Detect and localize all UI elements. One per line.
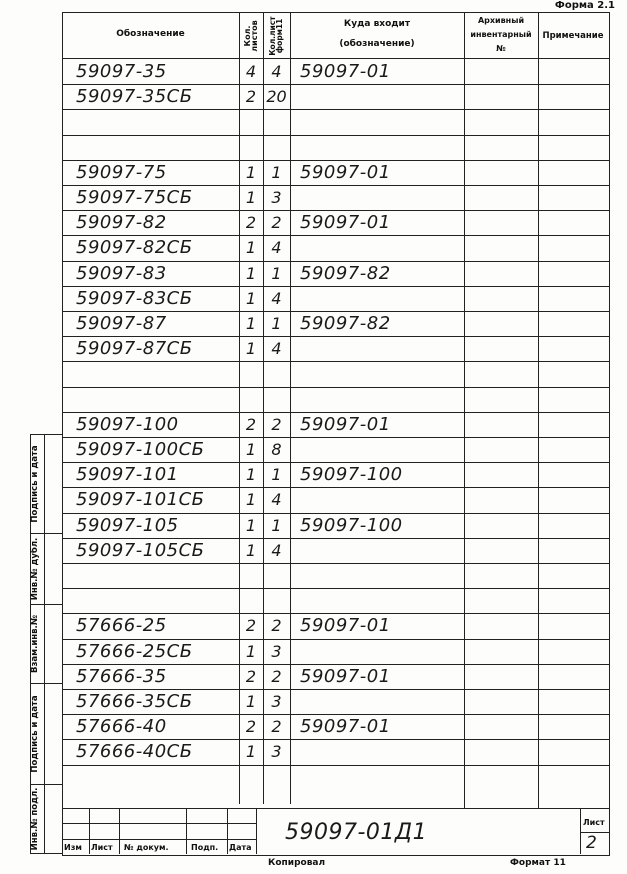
stamp-sheet-number: 2	[586, 833, 598, 853]
cell-sheet-count: 1	[245, 162, 257, 182]
cell-form-count: 2	[271, 414, 282, 434]
cell-form-count: 4	[271, 339, 282, 359]
row-line	[62, 739, 609, 740]
stamp-list: Лист	[91, 843, 113, 852]
row-line	[62, 387, 609, 388]
cell-form-count: 1	[271, 465, 282, 485]
stamp-col	[186, 808, 187, 854]
header-archive-3: №	[496, 44, 506, 53]
row-line	[62, 336, 609, 337]
cell-sheet-count: 4	[245, 62, 257, 81]
row-line	[62, 210, 609, 211]
cell-form-count: 1	[271, 314, 282, 333]
cell-designation: 59097-35	[76, 61, 167, 82]
stamp-doc-no: № докум.	[124, 843, 169, 852]
row-line	[62, 185, 609, 186]
row-line	[62, 412, 609, 413]
cell-designation: 59097-105СБ	[76, 539, 205, 561]
cell-sheet-count: 2	[245, 616, 257, 636]
row-line	[62, 84, 609, 85]
cell-where-used: 59097-01	[300, 665, 391, 687]
cell-form-count: 3	[271, 641, 282, 661]
cell-form-count: 3	[271, 188, 282, 207]
side-line	[44, 434, 45, 854]
cell-designation: 57666-35	[76, 665, 167, 687]
cell-form-count: 1	[271, 263, 282, 283]
cell-form-count: 4	[271, 540, 282, 560]
stamp-designation: 59097-01Д1	[285, 820, 428, 845]
cell-where-used: 59097-100	[300, 464, 403, 486]
row-line	[62, 513, 609, 514]
cell-form-count: 1	[271, 162, 282, 182]
cell-sheet-count: 2	[245, 87, 257, 107]
form-number: Форма 2.1	[554, 0, 615, 11]
cell-designation: 59097-82	[76, 212, 167, 234]
cell-form-count: 8	[271, 440, 282, 459]
cell-sheet-count: 2	[245, 213, 257, 233]
row-line	[62, 487, 609, 488]
stamp-sign: Подп.	[191, 843, 219, 852]
cell-form-count: 1	[271, 515, 282, 535]
row-line	[62, 588, 609, 589]
cell-form-count: 2	[271, 616, 282, 636]
header-sheets-count: Кол. листов	[243, 20, 259, 52]
cell-designation: 59097-101СБ	[76, 489, 205, 511]
stamp-col	[119, 808, 120, 854]
row-line	[62, 160, 609, 161]
cell-where-used: 59097-01	[300, 413, 391, 435]
cell-designation: 57666-40СБ	[76, 741, 193, 763]
cell-sheet-count: 1	[245, 440, 257, 459]
cell-sheet-count: 1	[245, 490, 257, 510]
cell-sheet-count: 1	[245, 641, 257, 661]
side-label-inv-original: Инв.№ подл.	[30, 787, 40, 851]
cell-designation: 59097-87СБ	[76, 338, 193, 360]
cell-where-used: 59097-01	[300, 716, 391, 738]
stamp-col	[227, 808, 228, 854]
cell-designation: 59097-83	[76, 262, 167, 284]
footer-format: Формат 11	[510, 858, 566, 868]
header-sheets-f11: Кол.лист форм11	[268, 16, 284, 56]
row-line	[62, 765, 609, 766]
header-where-used: Куда входит	[343, 19, 411, 29]
cell-where-used: 59097-01	[300, 161, 391, 183]
row-line	[62, 286, 609, 287]
cell-sheet-count: 1	[245, 288, 257, 308]
cell-designation: 59097-35СБ	[76, 86, 193, 108]
cell-designation: 59097-100СБ	[76, 439, 205, 460]
row-line	[62, 689, 609, 690]
side-label-signature-date-2: Подпись и дата	[30, 695, 40, 773]
col-line	[290, 12, 291, 804]
header-designation: Обозначение	[116, 29, 185, 39]
side-label-inv-duplicate: Инв.№ дубл.	[30, 537, 40, 601]
stamp-sheet-label: Лист	[583, 818, 605, 827]
header-note: Примечание	[542, 31, 604, 41]
row-line	[62, 538, 609, 539]
cell-sheet-count: 1	[245, 515, 257, 535]
row-line	[62, 714, 609, 715]
cell-designation: 59097-83СБ	[76, 287, 193, 309]
stamp-line	[62, 808, 609, 809]
row-line	[62, 639, 609, 640]
cell-form-count: 2	[271, 666, 282, 686]
cell-sheet-count: 1	[245, 238, 257, 258]
cell-form-count: 3	[271, 692, 282, 711]
cell-where-used: 59097-01	[300, 615, 391, 637]
cell-designation: 59097-101	[76, 464, 179, 486]
cell-designation: 59097-105	[76, 514, 179, 536]
cell-sheet-count: 1	[245, 465, 257, 485]
cell-sheet-count: 2	[245, 717, 257, 737]
row-line	[62, 462, 609, 463]
row-line	[62, 135, 609, 136]
cell-sheet-count: 2	[245, 414, 257, 434]
cell-sheet-count: 1	[245, 263, 257, 283]
row-line	[62, 437, 609, 438]
cell-designation: 59097-75	[76, 161, 167, 183]
cell-form-count: 4	[271, 490, 282, 510]
stamp-col	[89, 808, 90, 854]
cell-form-count: 20	[266, 87, 287, 107]
row-line	[62, 261, 609, 262]
cell-designation: 57666-35СБ	[76, 691, 193, 712]
cell-form-count: 2	[271, 213, 282, 233]
cell-sheet-count: 1	[245, 339, 257, 359]
header-line	[62, 58, 609, 59]
stamp-date: Дата	[229, 843, 252, 852]
side-label-replace-inv: Взам.инв.№	[30, 615, 40, 673]
cell-designation: 59097-100	[76, 413, 179, 435]
cell-form-count: 4	[271, 62, 282, 81]
cell-form-count: 2	[271, 717, 282, 737]
cell-designation: 57666-25СБ	[76, 640, 193, 662]
header-where-used-sub: (обозначение)	[339, 39, 415, 49]
row-line	[62, 664, 609, 665]
cell-form-count: 4	[271, 238, 282, 258]
cell-where-used: 59097-01	[300, 61, 391, 82]
row-line	[62, 613, 609, 614]
stamp-line	[580, 808, 581, 854]
row-line	[62, 563, 609, 564]
cell-designation: 59097-82СБ	[76, 237, 193, 259]
cell-form-count: 4	[271, 288, 282, 308]
cell-sheet-count: 2	[245, 666, 257, 686]
header-archive-2: инвентарный	[470, 30, 532, 39]
row-line	[62, 311, 609, 312]
cell-designation: 57666-25	[76, 615, 167, 637]
row-line	[62, 109, 609, 110]
cell-sheet-count: 1	[245, 540, 257, 560]
footer-copied: Копировал	[268, 858, 326, 868]
cell-form-count: 3	[271, 742, 282, 762]
cell-designation: 59097-87	[76, 313, 167, 334]
cell-where-used: 59097-01	[300, 212, 391, 234]
cell-where-used: 59097-82	[300, 262, 391, 284]
cell-sheet-count: 1	[245, 692, 257, 711]
row-line	[62, 361, 609, 362]
row-line	[62, 235, 609, 236]
cell-sheet-count: 1	[245, 742, 257, 762]
stamp-line	[256, 808, 257, 854]
cell-designation: 59097-75СБ	[76, 187, 193, 208]
cell-where-used: 59097-82	[300, 313, 391, 334]
header-archive: Архивный	[477, 16, 525, 25]
cell-sheet-count: 1	[245, 314, 257, 333]
side-label-signature-date: Подпись и дата	[30, 445, 40, 523]
cell-designation: 57666-40	[76, 716, 167, 738]
cell-sheet-count: 1	[245, 188, 257, 207]
stamp-izm: Изм	[64, 843, 82, 852]
cell-where-used: 59097-100	[300, 514, 403, 536]
